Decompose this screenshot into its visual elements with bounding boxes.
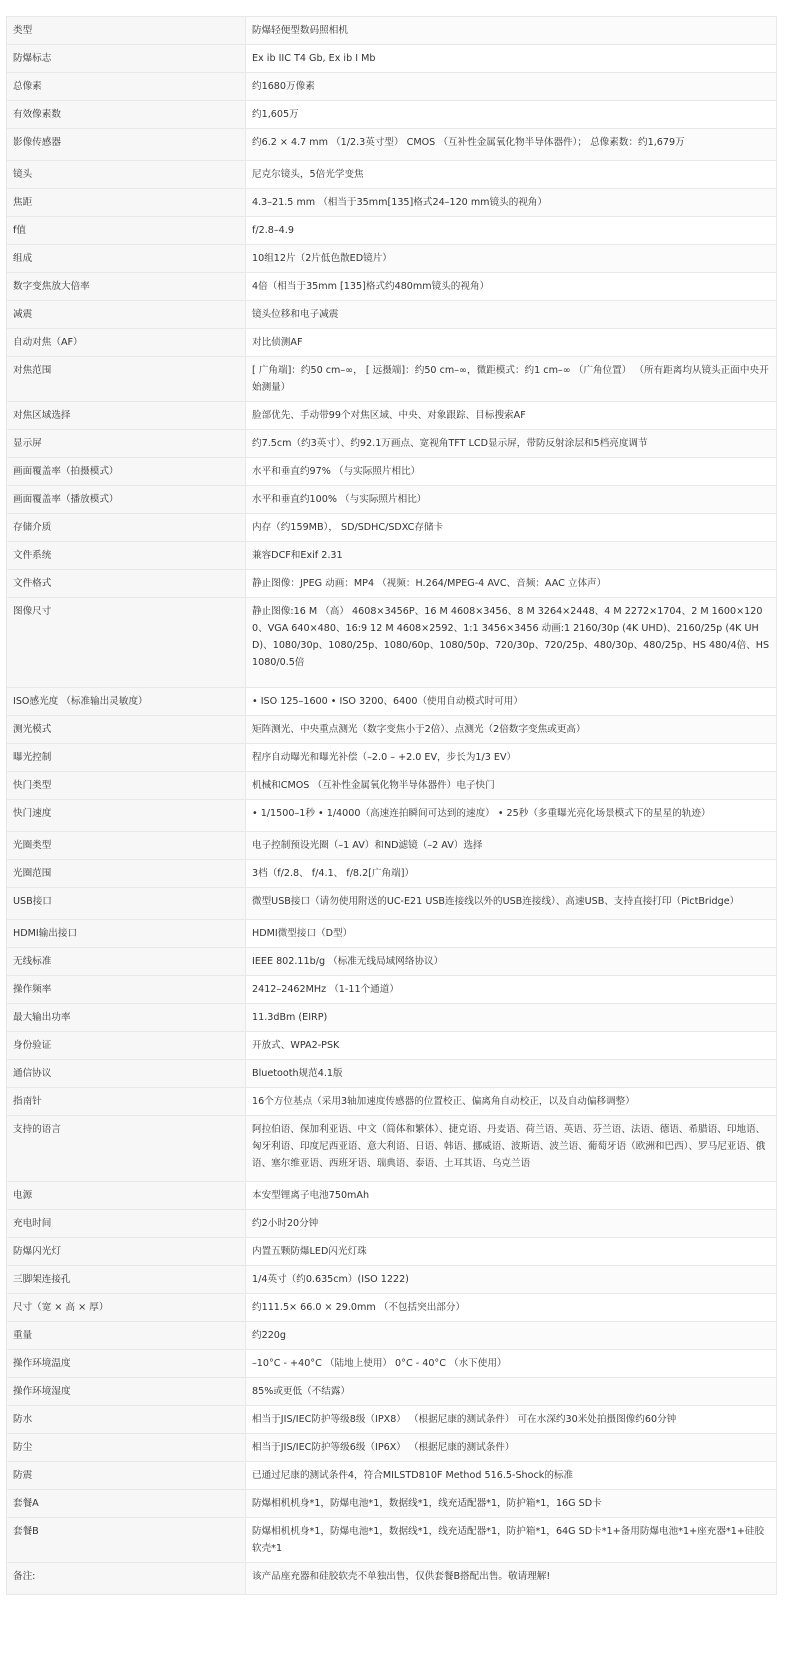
spec-value: 该产品座充器和硅胶软壳不单独出售，仅供套餐B搭配出售。敬请理解! — [246, 1563, 777, 1595]
spec-label: 存储介质 — [7, 514, 246, 542]
spec-row — [7, 860, 777, 888]
spec-value: 相当于JIS/IEC防护等级8级（IPX8） （根据尼康的测试条件） 可在水深约30米处拍摄图像约60分钟 — [246, 1406, 777, 1434]
spec-value: 约7.5cm（约3英寸）、约92.1万画点、宽视角TFT LCD显示屏，带防反射涂层和5档亮度调节 — [246, 430, 777, 458]
spec-label: 组成 — [7, 245, 246, 273]
spec-value: 已通过尼康的测试条件4，符合MILSTD810F Method 516.5-Shock的标准 — [246, 1462, 777, 1490]
spec-label: 充电时间 — [7, 1210, 246, 1238]
spec-value: [ 广角端]：约50 cm–∞， [ 远摄端]：约50 cm–∞，微距模式：约1 cm–∞ （广角位置） （所有距离均从镜头正面中央开始测量） — [246, 357, 777, 402]
spec-label: 快门速度 — [7, 800, 246, 832]
spec-value: 脸部优先、手动带99个对焦区域、中央、对象跟踪、目标搜索AF — [246, 402, 777, 430]
spec-row — [7, 1434, 777, 1462]
spec-label: 光圈类型 — [7, 832, 246, 860]
spec-value: 静止图像：JPEG 动画：MP4 （视频：H.264/MPEG-4 AVC、音频：AAC 立体声） — [246, 570, 777, 598]
spec-row — [7, 1294, 777, 1322]
spec-row — [7, 245, 777, 273]
spec-label: 指南针 — [7, 1088, 246, 1116]
spec-label: 重量 — [7, 1322, 246, 1350]
spec-row — [7, 402, 777, 430]
spec-label: 画面覆盖率（拍摄模式） — [7, 458, 246, 486]
spec-label: 套餐B — [7, 1518, 246, 1563]
spec-value: 机械和CMOS （互补性金属氧化物半导体器件）电子快门 — [246, 772, 777, 800]
spec-value: 约2小时20分钟 — [246, 1210, 777, 1238]
spec-row — [7, 189, 777, 217]
spec-row — [7, 1210, 777, 1238]
spec-row — [7, 1238, 777, 1266]
spec-label: 操作频率 — [7, 976, 246, 1004]
spec-value: 程序自动曝光和曝光补偿（–2.0 – +2.0 EV，步长为1/3 EV） — [246, 744, 777, 772]
spec-value: 镜头位移和电子减震 — [246, 301, 777, 329]
spec-value: Ex ib IIC T4 Gb, Ex ib I Mb — [246, 45, 777, 73]
spec-label: 曝光控制 — [7, 744, 246, 772]
spec-value: 防爆相机机身*1，防爆电池*1，数据线*1，线充适配器*1，防护箱*1，16G SD卡 — [246, 1490, 777, 1518]
spec-value: 1/4英寸（约0.635cm）(ISO 1222) — [246, 1266, 777, 1294]
spec-row — [7, 1266, 777, 1294]
spec-label: 电源 — [7, 1182, 246, 1210]
spec-row — [7, 1116, 777, 1182]
spec-value: 内置五颗防爆LED闪光灯珠 — [246, 1238, 777, 1266]
spec-row — [7, 1322, 777, 1350]
spec-label: 影像传感器 — [7, 129, 246, 161]
spec-row — [7, 73, 777, 101]
spec-row — [7, 976, 777, 1004]
spec-value: 本安型锂离子电池750mAh — [246, 1182, 777, 1210]
spec-value: 矩阵测光、中央重点测光（数字变焦小于2倍）、点测光（2倍数字变焦或更高） — [246, 716, 777, 744]
spec-value: 4.3–21.5 mm （相当于35mm[135]格式24–120 mm镜头的视角） — [246, 189, 777, 217]
spec-value: 微型USB接口（请勿使用附送的UC-E21 USB连接线以外的USB连接线）、高速USB、支持直接打印（PictBridge） — [246, 888, 777, 920]
spec-label: 有效像素数 — [7, 101, 246, 129]
spec-row — [7, 1088, 777, 1116]
spec-value: 约220g — [246, 1322, 777, 1350]
spec-label: 画面覆盖率（播放模式） — [7, 486, 246, 514]
spec-row — [7, 1378, 777, 1406]
spec-value: 约6.2 × 4.7 mm （1/2.3英寸型） CMOS （互补性金属氧化物半导体器件）； 总像素数：约1,679万 — [246, 129, 777, 161]
spec-table-body — [7, 17, 777, 1595]
spec-value: 3档（f/2.8、 f/4.1、 f/8.2[广角端]） — [246, 860, 777, 888]
spec-label: 测光模式 — [7, 716, 246, 744]
spec-label: 身份验证 — [7, 1032, 246, 1060]
spec-label: 减震 — [7, 301, 246, 329]
spec-label: HDMI输出接口 — [7, 920, 246, 948]
spec-value: 2412–2462MHz （1-11个通道） — [246, 976, 777, 1004]
spec-label: 防爆标志 — [7, 45, 246, 73]
spec-row — [7, 772, 777, 800]
spec-row — [7, 45, 777, 73]
spec-row — [7, 1032, 777, 1060]
spec-row — [7, 920, 777, 948]
spec-value: 相当于JIS/IEC防护等级6级（IP6X） （根据尼康的测试条件） — [246, 1434, 777, 1462]
spec-value: • 1/1500–1秒 • 1/4000（高速连拍瞬间可达到的速度） • 25秒（多重曝光亮化场景模式下的星星的轨迹） — [246, 800, 777, 832]
spec-row — [7, 357, 777, 402]
spec-row — [7, 430, 777, 458]
spec-row — [7, 161, 777, 189]
spec-value: f/2.8–4.9 — [246, 217, 777, 245]
spec-label: 防尘 — [7, 1434, 246, 1462]
spec-label: 镜头 — [7, 161, 246, 189]
spec-row — [7, 888, 777, 920]
spec-table — [6, 16, 777, 1595]
spec-label: 三脚架连接孔 — [7, 1266, 246, 1294]
spec-label: ISO感光度 （标准输出灵敏度） — [7, 688, 246, 716]
spec-label: 防震 — [7, 1462, 246, 1490]
spec-label: 无线标准 — [7, 948, 246, 976]
spec-value: Bluetooth规范4.1版 — [246, 1060, 777, 1088]
spec-row — [7, 598, 777, 688]
spec-label: 防水 — [7, 1406, 246, 1434]
spec-value: HDMI微型接口（D型） — [246, 920, 777, 948]
spec-value: 11.3dBm (EIRP) — [246, 1004, 777, 1032]
spec-value: 10组12片（2片低色散ED镜片） — [246, 245, 777, 273]
spec-row — [7, 688, 777, 716]
spec-label: f值 — [7, 217, 246, 245]
spec-label: 对焦区域选择 — [7, 402, 246, 430]
spec-row — [7, 1563, 777, 1595]
spec-label: 总像素 — [7, 73, 246, 101]
spec-value: 4倍（相当于35mm [135]格式约480mm镜头的视角） — [246, 273, 777, 301]
spec-row — [7, 744, 777, 772]
spec-value: 阿拉伯语、保加利亚语、中文（简体和繁体）、捷克语、丹麦语、荷兰语、英语、芬兰语、法语、德语、希腊语、印地语、匈牙利语、印度尼西亚语、意大利语、日语、韩语、挪威语、波斯语、波兰语、葡萄牙语（欧洲和巴西）、罗马尼亚语、俄语、塞尔维亚语、西班牙语、瑞典语、泰语、土耳其语、乌克兰语 — [246, 1116, 777, 1182]
spec-label: 尺寸（宽 × 高 × 厚） — [7, 1294, 246, 1322]
spec-row — [7, 101, 777, 129]
spec-label: 操作环境湿度 — [7, 1378, 246, 1406]
spec-value: 电子控制预设光圈（–1 AV）和ND滤镜（–2 AV）选择 — [246, 832, 777, 860]
spec-row — [7, 1350, 777, 1378]
spec-label: 文件格式 — [7, 570, 246, 598]
spec-value: 约1,605万 — [246, 101, 777, 129]
spec-label: 通信协议 — [7, 1060, 246, 1088]
spec-value: –10°C - +40°C （陆地上使用） 0°C - 40°C （水下使用） — [246, 1350, 777, 1378]
spec-row — [7, 486, 777, 514]
spec-value: 开放式、WPA2-PSK — [246, 1032, 777, 1060]
spec-row — [7, 1004, 777, 1032]
spec-row — [7, 1182, 777, 1210]
spec-row — [7, 570, 777, 598]
spec-label: 套餐A — [7, 1490, 246, 1518]
spec-label: 焦距 — [7, 189, 246, 217]
spec-label: USB接口 — [7, 888, 246, 920]
spec-value: 水平和垂直约100% （与实际照片相比） — [246, 486, 777, 514]
spec-label: 显示屏 — [7, 430, 246, 458]
spec-label: 防爆闪光灯 — [7, 1238, 246, 1266]
spec-row — [7, 514, 777, 542]
spec-label: 操作环境温度 — [7, 1350, 246, 1378]
spec-row — [7, 1462, 777, 1490]
spec-value: 16个方位基点（采用3轴加速度传感器的位置校正、偏离角自动校正，以及自动偏移调整） — [246, 1088, 777, 1116]
spec-label: 光圈范围 — [7, 860, 246, 888]
spec-value: 内存（约159MB）， SD/SDHC/SDXC存储卡 — [246, 514, 777, 542]
spec-value: 静止图像:16 M （高） 4608×3456P、16 M 4608×3456、8 M 3264×2448、4 M 2272×1704、2 M 1600×1200、VGA 640×480、16:9 12 M 4608×2592、1:1 3456×3456 动画:1 2160/30p (4K UHD)、2160/25p (4K UHD)、1080/30p、1080/25p、1080/60p、1080/50p、720/30p、720/25p、480/30p、480/25p、HS 480/4倍、HS 1080/0.5倍 — [246, 598, 777, 688]
spec-row — [7, 301, 777, 329]
spec-label: 对焦范围 — [7, 357, 246, 402]
spec-value: 对比侦测AF — [246, 329, 777, 357]
spec-row — [7, 129, 777, 161]
spec-row — [7, 1490, 777, 1518]
spec-row — [7, 1406, 777, 1434]
spec-label: 自动对焦（AF） — [7, 329, 246, 357]
spec-row — [7, 1518, 777, 1563]
spec-label: 类型 — [7, 17, 246, 45]
spec-label: 支持的语言 — [7, 1116, 246, 1182]
spec-row — [7, 273, 777, 301]
spec-label: 最大输出功率 — [7, 1004, 246, 1032]
spec-label: 数字变焦放大倍率 — [7, 273, 246, 301]
spec-label: 快门类型 — [7, 772, 246, 800]
spec-value: 尼克尔镜头，5倍光学变焦 — [246, 161, 777, 189]
spec-row — [7, 329, 777, 357]
spec-value: 防爆轻便型数码照相机 — [246, 17, 777, 45]
spec-row — [7, 458, 777, 486]
spec-value: • ISO 125–1600 • ISO 3200、6400（使用自动模式时可用） — [246, 688, 777, 716]
spec-row — [7, 948, 777, 976]
spec-row — [7, 542, 777, 570]
spec-value: 约111.5× 66.0 × 29.0mm （不包括突出部分） — [246, 1294, 777, 1322]
spec-row — [7, 1060, 777, 1088]
spec-value: 防爆相机机身*1，防爆电池*1，数据线*1，线充适配器*1，防护箱*1，64G SD卡*1+备用防爆电池*1+座充器*1+硅胶软壳*1 — [246, 1518, 777, 1563]
spec-label: 备注: — [7, 1563, 246, 1595]
spec-row — [7, 17, 777, 45]
spec-value: 85%或更低（不结露） — [246, 1378, 777, 1406]
spec-row — [7, 716, 777, 744]
spec-value: 兼容DCF和Exif 2.31 — [246, 542, 777, 570]
spec-value: 水平和垂直约97% （与实际照片相比） — [246, 458, 777, 486]
spec-value: IEEE 802.11b/g （标准无线局域网络协议） — [246, 948, 777, 976]
spec-label: 文件系统 — [7, 542, 246, 570]
spec-row — [7, 217, 777, 245]
spec-value: 约1680万像素 — [246, 73, 777, 101]
spec-row — [7, 832, 777, 860]
spec-label: 图像尺寸 — [7, 598, 246, 688]
spec-row — [7, 800, 777, 832]
